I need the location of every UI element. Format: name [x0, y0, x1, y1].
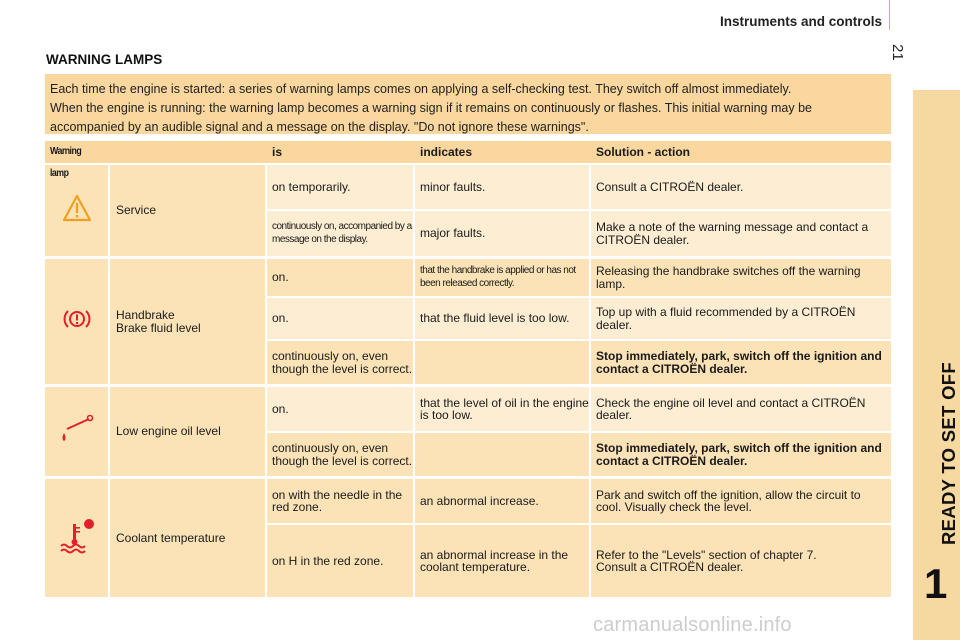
table-row	[267, 433, 891, 476]
table-row	[267, 259, 891, 296]
cell-is: on.	[267, 387, 413, 431]
lamp-cell	[45, 259, 108, 384]
lamp-name: Service	[110, 165, 265, 256]
cell-solution: Make a note of the warning message and contact a CITROËN dealer.	[591, 211, 891, 256]
cell-is: on with the needle in the red zone.	[267, 479, 413, 523]
page-header-title: Instruments and controls	[719, 14, 882, 29]
cell-is: on temporarily.	[267, 165, 413, 209]
section-title: WARNING LAMPS	[46, 52, 163, 67]
table-row	[267, 387, 891, 431]
lamp-name: Handbrake Brake fluid level	[110, 259, 265, 384]
intro-paragraph-2: When the engine is running: the warning lamp becomes a warning sign if it remains on continuously or flashes. This initial warning may be accompanied by an audible signal and a message on the display. "Do not ignore these warnings".	[50, 101, 812, 134]
intro-box	[45, 74, 891, 134]
cell-is: on H in the red zone.	[267, 525, 413, 597]
cell-solution: Park and switch off the ignition, allow the circuit to cool. Visually check the level.	[591, 479, 891, 523]
table-group-handbrake	[45, 259, 891, 384]
table-group-service	[45, 165, 891, 256]
table-row	[267, 165, 891, 209]
cell-solution: Stop immediately, park, switch off the ignition and contact a CITROËN dealer.	[591, 341, 891, 384]
table-row	[267, 211, 891, 256]
cell-solution: Consult a CITROËN dealer.	[591, 165, 891, 209]
header-divider	[889, 0, 890, 30]
header-is: is	[272, 145, 283, 159]
cell-indicates: minor faults.	[415, 165, 589, 209]
cell-indicates: that the level of oil in the engine is too low.	[415, 387, 589, 431]
oil-level-icon	[57, 409, 97, 454]
table-row	[267, 298, 891, 339]
handbrake-brake-fluid-icon	[62, 307, 92, 336]
cell-indicates: major faults.	[415, 211, 589, 256]
table-row	[267, 525, 891, 597]
service-warning-icon	[62, 194, 92, 227]
cell-is: on.	[267, 298, 413, 339]
cell-is: continuously on, even though the level is correct.	[267, 341, 413, 384]
table-row	[267, 479, 891, 523]
warning-lamps-table	[45, 141, 891, 600]
cell-indicates: that the handbrake is applied or has not been released correctly.	[415, 259, 589, 296]
lamp-cell	[45, 387, 108, 476]
group-rows	[267, 165, 891, 256]
lamp-name: Coolant temperature	[110, 479, 265, 597]
lamp-cell	[45, 479, 108, 597]
page-number: 21	[889, 44, 906, 61]
header-solution: Solution - action	[596, 145, 690, 159]
cell-solution: Check the engine oil level and contact a CITROËN dealer.	[591, 387, 891, 431]
table-group-coolant	[45, 479, 891, 597]
watermark: carmanualsonline.info	[593, 614, 792, 636]
header-indicates: indicates	[420, 145, 473, 159]
cell-solution: Stop immediately, park, switch off the ignition and contact a CITROËN dealer.	[591, 433, 891, 476]
group-rows	[267, 479, 891, 597]
table-group-oil	[45, 387, 891, 476]
lamp-name: Low engine oil level	[110, 387, 265, 476]
cell-is: on.	[267, 259, 413, 296]
group-rows	[267, 259, 891, 384]
header-lamp: Warning lamp	[50, 146, 82, 179]
cell-solution: Releasing the handbrake switches off the warning lamp.	[591, 259, 891, 296]
header-name	[108, 141, 265, 163]
cell-is: continuously on, accompanied by a message on the display.	[267, 211, 413, 256]
cell-solution: Top up with a fluid recommended by a CITROËN dealer.	[591, 298, 891, 339]
cell-solution: Refer to the "Levels" section of chapter 7. Consult a CITROËN dealer.	[591, 525, 891, 597]
chapter-side-label: READY TO SET OFF	[938, 362, 959, 545]
chapter-number: 1	[924, 560, 948, 607]
intro-paragraph-1: Each time the engine is started: a series of warning lamps comes on applying a self-checking test. They switch off almost immediately.	[50, 82, 792, 96]
cell-is: continuously on, even though the level is correct.	[267, 433, 413, 476]
coolant-temperature-icon	[55, 516, 99, 561]
table-row	[267, 341, 891, 384]
table-header-row	[45, 141, 891, 179]
cell-indicates	[415, 433, 589, 476]
cell-indicates: that the fluid level is too low.	[415, 298, 589, 339]
cell-indicates: an abnormal increase.	[415, 479, 589, 523]
group-rows	[267, 387, 891, 476]
cell-indicates	[415, 341, 589, 384]
cell-indicates: an abnormal increase in the coolant temperature.	[415, 525, 589, 597]
